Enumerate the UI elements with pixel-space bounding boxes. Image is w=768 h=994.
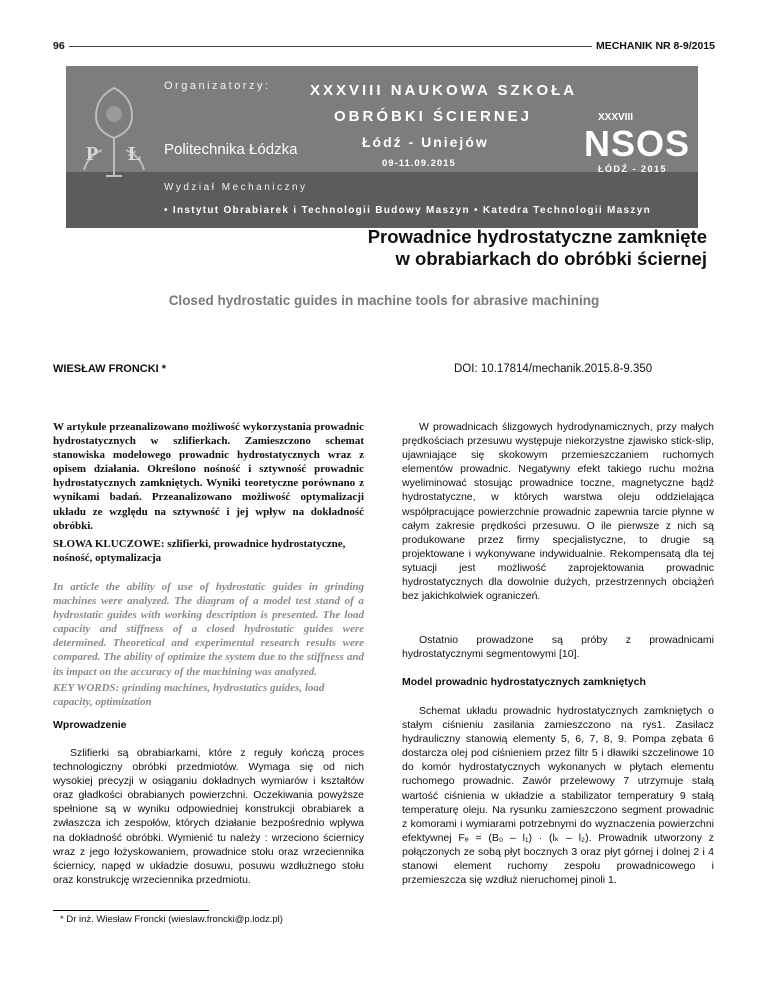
- header-rule: [69, 46, 592, 47]
- nsos-city-year: ŁÓDŹ - 2015: [598, 164, 668, 174]
- school-place: Łódź - Uniejów: [362, 134, 489, 150]
- school-title-line2: OBRÓBKI ŚCIERNEJ: [334, 108, 533, 125]
- author-footnote: * Dr inż. Wiesław Froncki (wieslaw.froncki@p.lodz.pl): [60, 914, 283, 925]
- banner-dark-band: [66, 172, 698, 228]
- running-header: [53, 40, 715, 52]
- footnote-rule: [53, 910, 209, 911]
- crest-letter-p: P: [86, 143, 99, 165]
- article-title-line1: Prowadnice hydrostatyczne zamknięte: [367, 226, 707, 247]
- page-number: 96: [53, 40, 65, 52]
- school-dates: 09-11.09.2015: [382, 158, 456, 169]
- section-heading-introduction: Wprowadzenie: [53, 719, 127, 731]
- article-title-line2: w obrabiarkach do obróbki ściernej: [395, 248, 707, 269]
- university-name: Politechnika Łódzka: [164, 141, 298, 158]
- abstract-english: In article the ability of use of hydrostatic guides in grinding machines were analyzed. The diagram of a model test stand of a hydrostatic guides with working description is presented. The load capacity and stiffness of a closed hydrostatic guides were determined. Theoretical and experimental research results were compared. The ability of optimize the system due to the stiffness and its impact on the accuracy of the machining was analyzed.: [53, 581, 364, 678]
- nsos-roman-numeral: XXXVIII: [598, 112, 634, 123]
- faculty-name: Wydział Mechaniczny: [164, 182, 308, 193]
- author-name: WIESŁAW FRONCKI *: [53, 363, 167, 375]
- university-crest-icon: [74, 80, 154, 180]
- introduction-paragraph: Szlifierki są obrabiarkami, które z reguły kończą proces technologiczny obróbki przedmiotów. Wymaga się od nich wysokiej precyzji w osiąganiu dokładnych wymiarów i kształtów oraz gładkości obrabianych powierzchni. Oczekiwania powyższe spełnione są w wyniku odpowiedniej konstrukcji obrabiarek a zwłaszcza ich zespołów, których działanie bezpośrednio wpływa na dokładność obróbki. Wymienić tu należy : wrzeciono ściernicy wraz z jego łożyskowaniem, prowadnice stołu oraz wrzeciennika ściernicy, napęd w układzie dosuwu, posuwu wzdłużnego stołu oraz konstrukcję wrzeciennika przedmiotu.: [53, 747, 364, 886]
- doi-text: DOI: 10.17814/mechanik.2015.8-9.350: [454, 363, 653, 375]
- organizers-label: Organizatorzy:: [164, 80, 271, 92]
- body-paragraph-1: W prowadnicach ślizgowych hydrodynamicznych, przy małych prędkościach przesuwu występuje niekorzystne zjawisko stick-slip, ujawniające się skokowym przemieszczaniem ruchomych elementów prowadnic. Negatywny efekt takiego ruchu można wyeliminować stosując prowadnice toczne, magnetyczne bądź hydrostatyczne, w których warstwa oleju oddzielająca współpracujące powierzchnie prowadnic zapewnia tarcie płynne w całym zakresie prędkości przesuwu. O ile pierwsze z nich są produkowane przez firmy specjalistyczne, to drugie są projektowane i wykonywane indywidualnie. Rekompensatą dla tej sytuacji jest możliwość zaprojektowania prowadnic hydrostatycznych dla dowolnie dużych, przestrzennych obciążeń bez jakichkolwiek ograniczeń.: [402, 421, 714, 603]
- crest-letter-l: Ł: [128, 143, 142, 165]
- nsos-logo: NSOS: [584, 123, 691, 164]
- article-title: [368, 226, 707, 270]
- body-paragraph-2: Ostatnio prowadzone są próby z prowadnicami hydrostatycznymi segmentowymi [10].: [402, 634, 714, 661]
- keywords-english: KEY WORDS: grinding machines, hydrostatics guides, load capacity, optimization: [53, 682, 325, 709]
- abstract-polish: W artykule przeanalizowano możliwość wykorzystania prowadnic hydrostatycznych w szlifierkach. Zamieszczono schemat stanowiska modelowego prowadnic hydrostatycznych wraz z opisem działania. Określono nośność i sztywność prowadnic hydrostatycznych zamkniętych. Wyniki teoretyczne porównano z wynikami badań. Przeanalizowano możliwość optymalizacji układu ze względu na sztywność i jej wpływ na dokładność obróbki.: [53, 421, 364, 532]
- journal-issue: MECHANIK NR 8-9/2015: [595, 40, 715, 52]
- article-subtitle-en: Closed hydrostatic guides in machine tools for abrasive machining: [168, 293, 600, 308]
- model-paragraph: Schemat układu prowadnic hydrostatycznych zamkniętych o stałym ciśnieniu zasilania zamieszczono na rys1. Zasilacz hydrauliczny stanowią elementy 5, 6, 7, 8, 9. Pompa zębata 6 dostarcza olej pod ciśnieniem przez filtr 5 i dławiki szczelinowe 10 do komór hydrostatycznych wykonanych w płytach elementu ruchomego prowadnic. Zawór przelewowy 7 utrzymuje stałą wartość ciśnienia w układzie a stabilizator temperatury 9 stałą temperaturę oleju. Na rysunku zamieszczono segment prowadnic z komorami i wymiarami potrzebnymi do wyznaczenia powierzchni efektywnej Fₑ = (B₀ – l₁) · (lₖ – l₂). Prowadnik utworzony z połączonych ze sobą płyt bocznych 3 oraz płyt górnej i dolnej 2 i 4 stanowi element ruchomy zespołu prowadnicowego i przemieszcza się wzdłuż nieruchomej pinoli 1.: [402, 705, 714, 887]
- keywords-polish: SŁOWA KLUCZOWE: szlifierki, prowadnice hydrostatyczne, nośność, optymalizacja: [53, 538, 346, 565]
- school-title-line1: XXXVIII NAUKOWA SZKOŁA: [310, 82, 578, 99]
- conference-banner: [66, 66, 698, 228]
- section-heading-model: Model prowadnic hydrostatycznych zamkniętych: [402, 676, 646, 688]
- institutes-line: • Instytut Obrabiarek i Technologii Budowy Maszyn • Katedra Technologii Maszyn: [164, 205, 651, 216]
